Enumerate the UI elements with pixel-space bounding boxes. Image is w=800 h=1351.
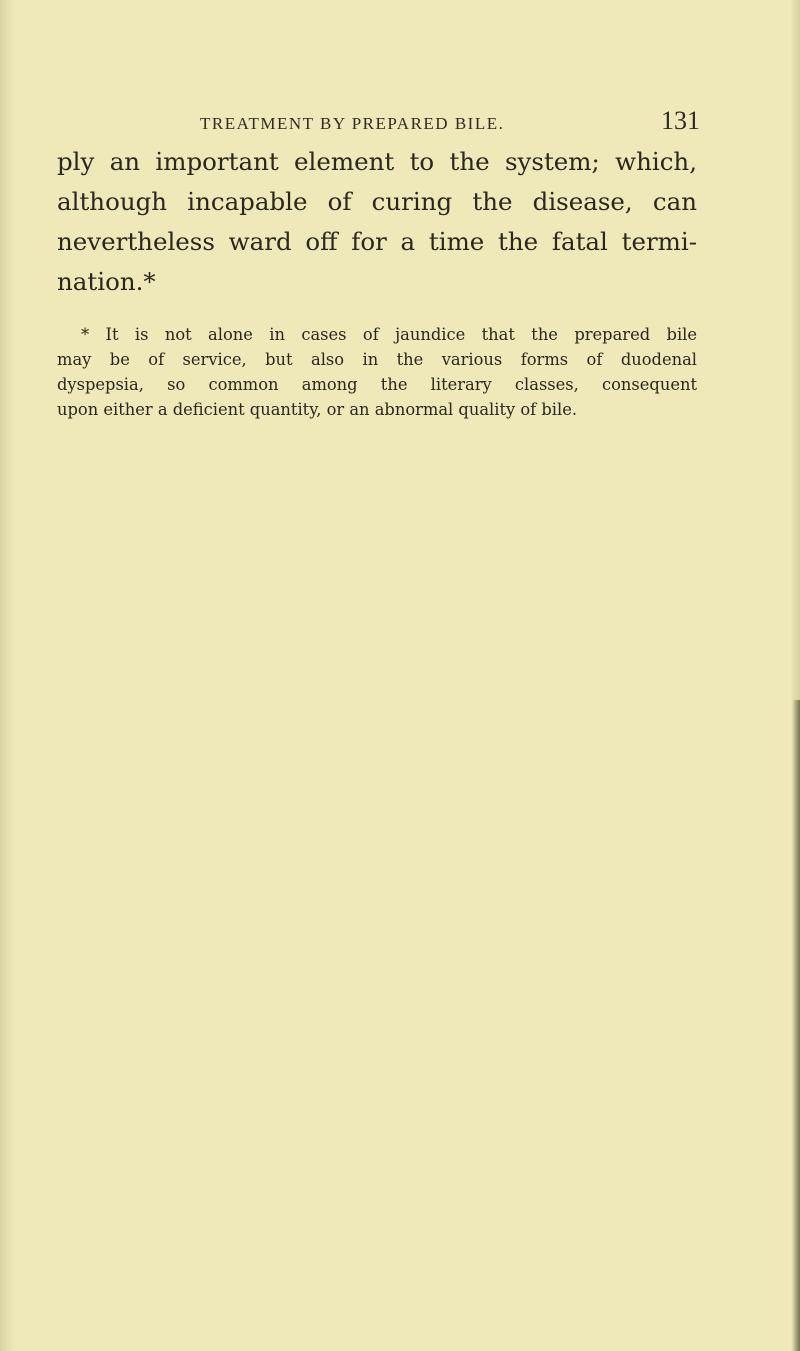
footnote-line: dyspepsia, so common among the literary classes, consequent: [57, 375, 697, 394]
running-head: TREATMENT BY PREPARED BILE.: [200, 114, 505, 133]
page-number: 131: [661, 106, 700, 135]
footnote-line: upon either a deficient quantity, or an abnormal quality of bile.: [57, 400, 578, 419]
body-line: although incapable of curing the disease, can: [57, 187, 697, 216]
footnote: [57, 322, 697, 422]
footnote-line: * It is not alone in cases of jaundice that the prepared bile: [81, 325, 697, 344]
page-header: [200, 106, 700, 146]
body-paragraph: [57, 142, 697, 302]
body-line: ply an important element to the system; which,: [57, 147, 697, 176]
footnote-line: may be of service, but also in the various forms of duodenal: [57, 350, 697, 369]
page-edge-shadow: [792, 700, 800, 1351]
body-line: nation.*: [57, 267, 156, 296]
body-line: nevertheless ward off for a time the fatal termi-: [57, 227, 697, 256]
